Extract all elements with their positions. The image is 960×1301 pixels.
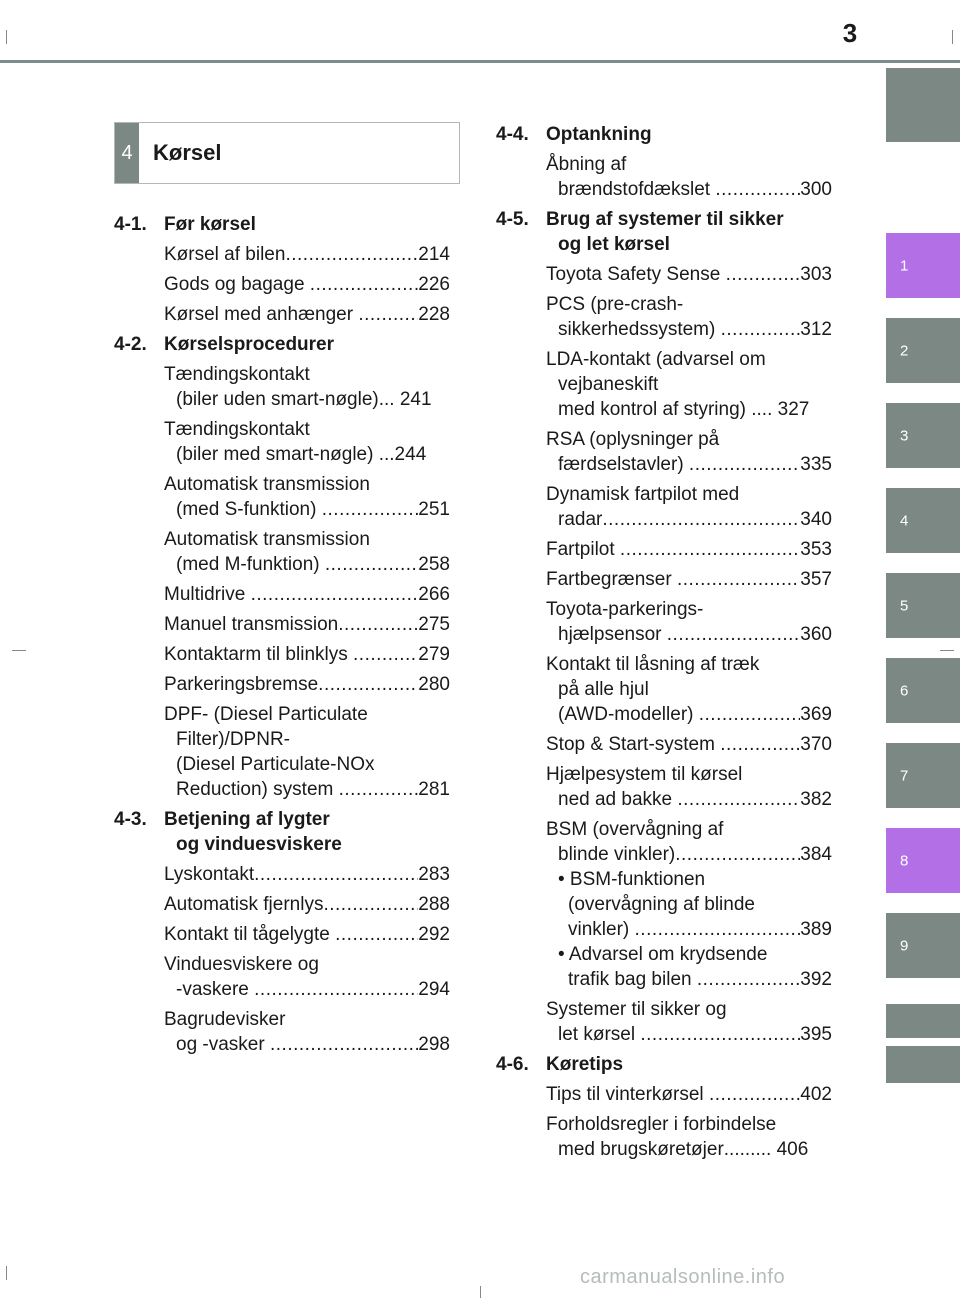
entry-page: 294 xyxy=(418,979,450,1000)
toc-entry[interactable] xyxy=(546,152,832,202)
toc-entry[interactable] xyxy=(164,527,450,577)
entry-text: med brugskøretøjer xyxy=(558,1139,724,1160)
section-title: Betjening af lygter xyxy=(164,809,330,830)
toc-entry[interactable] xyxy=(164,672,450,697)
entry-text: DPF- (Diesel Particulate xyxy=(164,704,368,725)
section-title: Brug af systemer til sikker xyxy=(546,209,784,230)
entry-text: (biler uden smart-nøgle) xyxy=(176,389,379,410)
crop-mark xyxy=(6,30,7,44)
entry-text: trafik bag bilen xyxy=(568,969,697,990)
entry-text: (overvågning af blinde xyxy=(568,894,755,915)
tab-label: 8 xyxy=(900,852,909,869)
toc-entry[interactable] xyxy=(164,612,450,637)
toc-entry[interactable] xyxy=(546,537,832,562)
entry-text: Bagrudevisker xyxy=(164,1009,286,1030)
toc-section-4-3[interactable] xyxy=(114,807,450,857)
tab-label: 7 xyxy=(900,767,909,784)
entry-text: Kørsel med anhænger xyxy=(164,304,359,325)
dot-leader xyxy=(689,452,800,477)
entry-page: 389 xyxy=(800,919,832,940)
toc-entry[interactable] xyxy=(546,652,832,727)
entry-page: 340 xyxy=(800,509,832,530)
entry-page: 402 xyxy=(800,1084,832,1105)
entry-text: brændstofdækslet xyxy=(558,179,716,200)
entry-page: ... 241 xyxy=(378,389,432,410)
toc-section-4-1[interactable] xyxy=(114,212,450,237)
crop-mark xyxy=(6,1266,7,1280)
entry-text: færdselstavler) xyxy=(558,454,689,475)
dot-leader xyxy=(358,302,418,327)
toc-left-column xyxy=(114,207,450,1057)
tab-label: 6 xyxy=(900,682,909,699)
section-title: Køretips xyxy=(546,1054,624,1075)
entry-text: Reduction) system xyxy=(176,779,339,800)
entry-text: Hjælpesystem til kørsel xyxy=(546,764,743,785)
chapter-tab-blank[interactable] xyxy=(886,68,960,142)
entry-page: 279 xyxy=(418,644,450,665)
entry-text: Gods og bagage xyxy=(164,274,310,295)
dot-leader xyxy=(251,582,419,607)
entry-page: 228 xyxy=(418,304,450,325)
entry-text: vejbaneskift xyxy=(558,374,659,395)
entry-text: (Diesel Particulate-NOx xyxy=(176,754,375,775)
page-number: 3 xyxy=(842,18,858,48)
dot-leader xyxy=(335,922,418,947)
tab-label: 4 xyxy=(900,512,909,529)
entry-text: BSM (overvågning af xyxy=(546,819,724,840)
entry-text: Kørsel af bilen xyxy=(164,244,286,265)
section-code: 4-1. xyxy=(114,214,147,235)
dot-leader xyxy=(322,497,419,522)
entry-text: RSA (oplysninger på xyxy=(546,429,720,450)
entry-page: 382 xyxy=(800,789,832,810)
toc-entry[interactable] xyxy=(164,1007,450,1057)
entry-page: 292 xyxy=(418,924,450,945)
dot-leader xyxy=(620,537,800,562)
toc-entry[interactable] xyxy=(164,922,450,947)
entry-text: vinkler) xyxy=(568,919,635,940)
chapter-tab-5[interactable] xyxy=(886,573,960,638)
toc-entry[interactable] xyxy=(546,762,832,812)
entry-page: 357 xyxy=(800,569,832,590)
entry-page: ......... 406 xyxy=(723,1139,809,1160)
entry-text: radar xyxy=(558,509,603,530)
tab-label: 9 xyxy=(900,937,909,954)
chapter-tab-2[interactable] xyxy=(886,318,960,383)
section-title: og let kørsel xyxy=(558,234,670,255)
dot-leader xyxy=(323,892,418,917)
entry-text: Lyskontakt xyxy=(164,864,255,885)
dot-leader xyxy=(254,977,418,1002)
section-code: 4-3. xyxy=(114,809,147,830)
tab-label: 5 xyxy=(900,597,909,614)
entry-page: 281 xyxy=(418,779,450,800)
toc-entry[interactable] xyxy=(164,862,450,887)
entry-page: 275 xyxy=(418,614,450,635)
toc-entry[interactable] xyxy=(164,272,450,297)
toc-right-column xyxy=(496,117,832,1162)
toc-entry[interactable] xyxy=(546,262,832,287)
dot-leader xyxy=(697,967,800,992)
chapter-tab-3[interactable] xyxy=(886,403,960,468)
toc-entry[interactable] xyxy=(164,952,450,1002)
entry-text: Multidrive xyxy=(164,584,251,605)
chapter-title: Kørsel xyxy=(153,140,222,165)
entry-text: LDA-kontakt (advarsel om xyxy=(546,349,766,370)
dot-leader xyxy=(325,552,418,577)
entry-text: let kørsel xyxy=(558,1024,641,1045)
entry-page: 226 xyxy=(418,274,450,295)
entry-page: 353 xyxy=(800,539,832,560)
crop-mark xyxy=(12,650,26,651)
dot-leader xyxy=(640,1022,800,1047)
entry-text: ned ad bakke xyxy=(558,789,678,810)
crop-mark xyxy=(940,650,954,651)
entry-text: • BSM-funktionen xyxy=(558,869,706,890)
entry-page: 395 xyxy=(800,1024,832,1045)
chapter-tab-index[interactable] xyxy=(886,1004,960,1038)
toc-entry[interactable] xyxy=(546,997,832,1047)
section-code: 4-2. xyxy=(114,334,147,355)
dot-leader xyxy=(285,242,418,267)
dot-leader xyxy=(339,777,419,802)
entry-text: Åbning af xyxy=(546,154,627,175)
toc-section-4-5[interactable] xyxy=(496,207,832,257)
toc-section-4-2[interactable] xyxy=(114,332,450,357)
entry-text: Tips til vinterkørsel xyxy=(546,1084,709,1105)
dot-leader xyxy=(602,507,800,532)
entry-page: 392 xyxy=(800,969,832,990)
entry-page: .... 327 xyxy=(751,399,810,420)
chapter-number: 4 xyxy=(115,123,139,183)
entry-text: Fartbegrænser xyxy=(546,569,677,590)
entry-page: 300 xyxy=(800,179,832,200)
section-title: Optankning xyxy=(546,124,652,145)
toc-entry[interactable] xyxy=(164,417,450,467)
entry-text: Automatisk transmission xyxy=(164,474,370,495)
entry-text: Fartpilot xyxy=(546,539,620,560)
entry-page: 303 xyxy=(800,264,832,285)
section-code: 4-4. xyxy=(496,124,529,145)
toc-entry[interactable] xyxy=(546,347,832,422)
entry-page: 214 xyxy=(418,244,450,265)
dot-leader xyxy=(338,612,418,637)
entry-text: Filter)/DPNR- xyxy=(176,729,290,750)
toc-entry[interactable] xyxy=(164,242,450,267)
toc-entry[interactable] xyxy=(164,702,450,802)
entry-page: 266 xyxy=(418,584,450,605)
dot-leader xyxy=(635,917,801,942)
entry-page: 251 xyxy=(418,499,450,520)
entry-text: sikkerhedssystem) xyxy=(558,319,721,340)
toc-entry[interactable] xyxy=(164,642,450,667)
dot-leader xyxy=(270,1032,418,1057)
entry-text: Forholdsregler i forbindelse xyxy=(546,1114,777,1135)
entry-page: 384 xyxy=(800,844,832,865)
crop-mark xyxy=(480,1286,481,1298)
entry-text: (med S-funktion) xyxy=(176,499,322,520)
entry-text: blinde vinkler) xyxy=(558,844,676,865)
entry-text: Kontakt til låsning af træk xyxy=(546,654,760,675)
toc-entry[interactable] xyxy=(164,582,450,607)
entry-text: (med M-funktion) xyxy=(176,554,325,575)
dot-leader xyxy=(699,702,801,727)
entry-page: 258 xyxy=(418,554,450,575)
toc-entry[interactable] xyxy=(164,472,450,522)
toc-entry[interactable] xyxy=(164,302,450,327)
toc-entry[interactable] xyxy=(546,482,832,532)
dot-leader xyxy=(677,787,800,812)
entry-text: Automatisk transmission xyxy=(164,529,370,550)
toc-subentry[interactable] xyxy=(546,867,832,942)
dot-leader xyxy=(353,642,418,667)
toc-entry[interactable] xyxy=(546,817,832,867)
entry-page: 283 xyxy=(418,864,450,885)
section-code: 4-5. xyxy=(496,209,529,230)
chapter-tab-1[interactable] xyxy=(886,233,960,298)
header-rule xyxy=(0,60,960,63)
entry-page: 288 xyxy=(418,894,450,915)
entry-text: PCS (pre-crash- xyxy=(546,294,684,315)
entry-text: Automatisk fjernlys xyxy=(164,894,324,915)
chapter-tab-end[interactable] xyxy=(886,1046,960,1083)
dot-leader xyxy=(677,567,800,592)
dot-leader xyxy=(720,732,800,757)
entry-text: • Advarsel om krydsende xyxy=(558,944,768,965)
section-code: 4-6. xyxy=(496,1054,529,1075)
entry-text: Systemer til sikker og xyxy=(546,999,727,1020)
entry-page: 280 xyxy=(418,674,450,695)
dot-leader xyxy=(715,177,800,202)
toc-section-4-6[interactable] xyxy=(496,1052,832,1077)
toc-entry[interactable] xyxy=(546,597,832,647)
dot-leader xyxy=(667,622,801,647)
entry-text: Parkeringsbremse xyxy=(164,674,319,695)
entry-text: Toyota Safety Sense xyxy=(546,264,726,285)
crop-mark xyxy=(952,30,953,44)
dot-leader xyxy=(318,672,418,697)
entry-page: ...244 xyxy=(378,444,427,465)
toc-entry[interactable] xyxy=(546,292,832,342)
entry-text: Vinduesviskere og xyxy=(164,954,319,975)
dot-leader xyxy=(254,862,418,887)
entry-page: 360 xyxy=(800,624,832,645)
entry-page: 369 xyxy=(800,704,832,725)
tab-label: 3 xyxy=(900,427,909,444)
chapter-tab-9[interactable] xyxy=(886,913,960,978)
entry-text: Stop & Start-system xyxy=(546,734,721,755)
toc-subentry[interactable] xyxy=(546,942,832,992)
entry-page: 298 xyxy=(418,1034,450,1055)
entry-text: og -vasker xyxy=(176,1034,270,1055)
toc-entry[interactable] xyxy=(164,892,450,917)
chapter-tab-6[interactable] xyxy=(886,658,960,723)
watermark[interactable]: carmanualsonline.info xyxy=(580,1266,786,1288)
entry-page: 370 xyxy=(800,734,832,755)
dot-leader xyxy=(709,1082,800,1107)
entry-text: hjælpsensor xyxy=(558,624,667,645)
entry-text: med kontrol af styring) xyxy=(558,399,752,420)
toc-entry[interactable] xyxy=(546,1082,832,1107)
toc-entry[interactable] xyxy=(546,427,832,477)
section-title: Før kørsel xyxy=(164,214,256,235)
entry-text: på alle hjul xyxy=(558,679,649,700)
entry-text: Tændingskontakt xyxy=(164,419,310,440)
toc-entry[interactable] xyxy=(546,1112,832,1162)
entry-text: Toyota-parkerings- xyxy=(546,599,704,620)
section-title: Kørselsprocedurer xyxy=(164,334,335,355)
dot-leader xyxy=(721,317,801,342)
chapter-heading xyxy=(114,122,460,184)
entry-page: 312 xyxy=(800,319,832,340)
entry-text: (AWD-modeller) xyxy=(558,704,699,725)
entry-text: Tændingskontakt xyxy=(164,364,310,385)
toc-entry[interactable] xyxy=(546,567,832,592)
section-title: og vinduesviskere xyxy=(176,834,342,855)
dot-leader xyxy=(675,842,800,867)
dot-leader xyxy=(310,272,419,297)
entry-text: Dynamisk fartpilot med xyxy=(546,484,740,505)
chapter-tab-8[interactable] xyxy=(886,828,960,893)
entry-text: Kontakt til tågelygte xyxy=(164,924,336,945)
tab-label: 2 xyxy=(900,342,909,359)
dot-leader xyxy=(726,262,801,287)
entry-text: Kontaktarm til blinklys xyxy=(164,644,354,665)
entry-page: 335 xyxy=(800,454,832,475)
entry-text: -vaskere xyxy=(176,979,255,1000)
toc-section-4-4[interactable] xyxy=(496,122,832,147)
tab-label: 1 xyxy=(900,257,909,274)
toc-entry[interactable] xyxy=(164,362,450,412)
toc-entry[interactable] xyxy=(546,732,832,757)
chapter-tab-4[interactable] xyxy=(886,488,960,553)
chapter-tab-7[interactable] xyxy=(886,743,960,808)
entry-text: Manuel transmission xyxy=(164,614,339,635)
entry-text: (biler med smart-nøgle) xyxy=(176,444,379,465)
